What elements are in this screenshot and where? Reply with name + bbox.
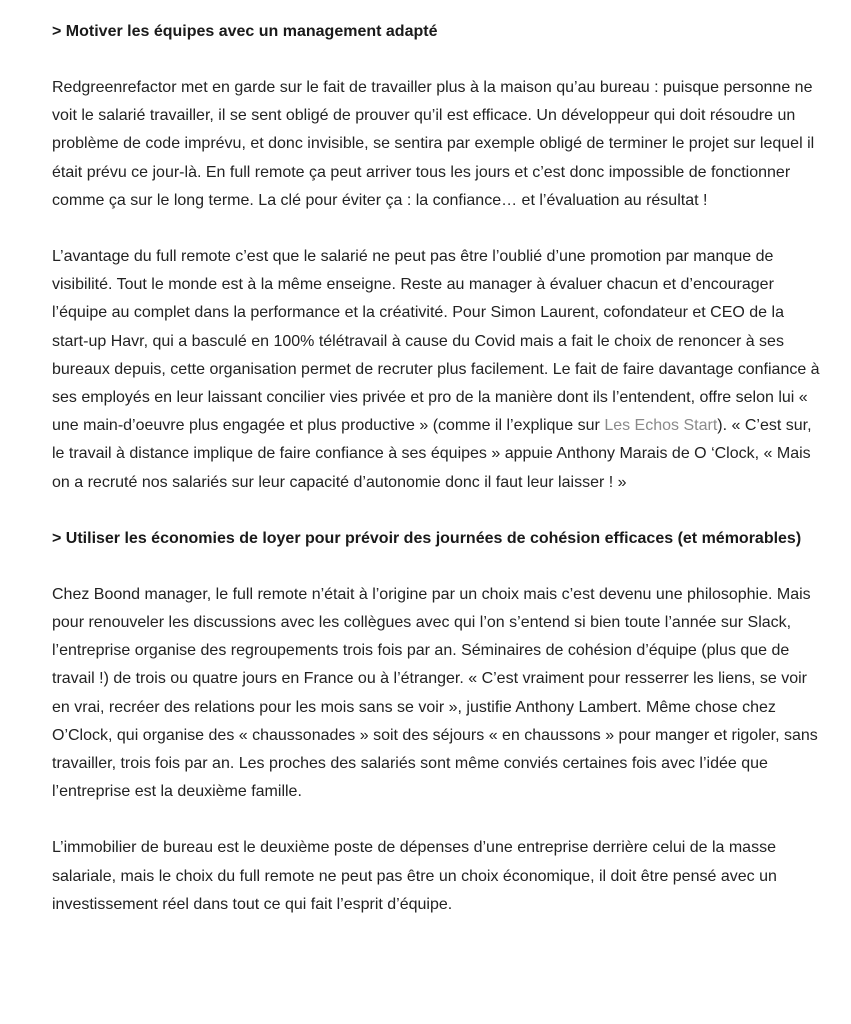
paragraph-text-before-link: L’avantage du full remote c’est que le salarié ne peut pas être l’oublié d’une promotion par manque de visibilité. Tout le monde est à la même enseigne. Reste au manager à évaluer chacun et d’encourager l’équipe au complet dans la performance et la créativité. Pour Simon Laurent, cofondateur et CEO de la start-up Havr, qui a basculé en 100% télétravail à cause du Covid mais a fait le choix de renoncer à ses bureaux depuis, cette organisation permet de recruter plus facilement. Le fait de faire davantage confiance à ses employés en leur laissant concilier vies privée et pro de la manière dont ils l’entendent, offre selon lui « une main-d’oeuvre plus engagée et plus productive » (comme il l’explique sur (52, 248, 820, 435)
paragraph-immobilier-bureau: L’immobilier de bureau est le deuxième poste de dépenses d’une entreprise derrière celui de la masse salariale, mais le choix du full remote ne peut pas être un choix économique, il doit être pensé avec un investissement réel dans tout ce qui fait l’esprit d’équipe. (52, 839, 777, 913)
section-heading-motiver: > Motiver les équipes avec un management adapté (52, 23, 438, 40)
paragraph-boond-manager: Chez Boond manager, le full remote n’était à l’origine par un choix mais c’est devenu une philosophie. Mais pour renouveler les discussions avec les collègues avec qui l’on s’entend si bien toute l’année sur Slack, l’entreprise organise des regroupements trois fois par an. Séminaires de cohésion d’équipe (plus que de travail !) de trois ou quatre jours en France ou à l’étranger. « C’est vraiment pour resserrer les liens, se voir en vrai, recréer des relations pour les mois sans se voir », justifie Anthony Lambert. Même chose chez O’Clock, qui organise des « chaussonades » soit des séjours « en chaussons » pour manger et rigoler, sans travailler, trois fois par an. Les proches des salariés sont même conviés certaines fois avec l’idée que l’entreprise est la deuxième famille. (52, 585, 818, 801)
paragraph-avantage-full-remote (52, 243, 821, 497)
les-echos-start-link[interactable]: Les Echos Start (604, 417, 718, 435)
paragraph-text-after-link: ). « C’est sur, le travail à distance implique de faire confiance à ses équipes » appuie Anthony Marais de O ‘Clock, « Mais on a recruté nos salariés sur leur capacité d’autonomie donc il faut leur laisser ! » (52, 417, 812, 491)
paragraph-redgreenrefactor: Redgreenrefactor met en garde sur le fait de travailler plus à la maison qu’au bureau : puisque personne ne voit le salarié travailler, il se sent obligé de prouver qu’il est efficace. Un développeur qui doit résoudre un problème de code imprévu, et donc invisible, se sentira par exemple obligé de terminer le projet sur lequel il était prévu ce jour-là. En full remote ça peut arriver tous les jours et c’est donc impossible de fonctionner comme ça sur le long terme. La clé pour éviter ça : la confiance… et l’évaluation au résultat ! (52, 79, 815, 209)
section-heading-economies-loyer: > Utiliser les économies de loyer pour prévoir des journées de cohésion efficaces (et mémorables) (52, 529, 802, 547)
